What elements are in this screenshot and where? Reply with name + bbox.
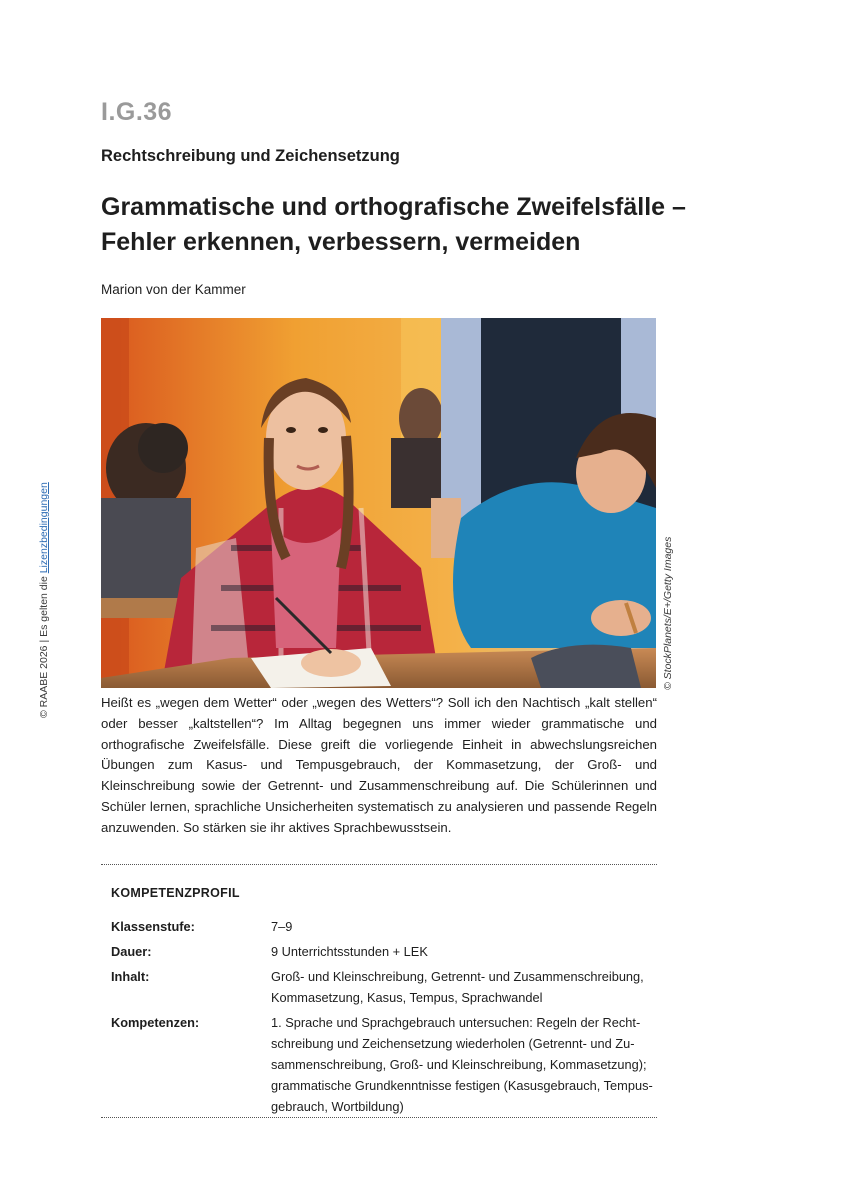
divider-bottom (101, 1117, 657, 1118)
divider-top (101, 864, 657, 865)
profile-row-grade (111, 916, 657, 937)
unit-code: I.G.36 (101, 98, 173, 126)
profile-label: Klassenstufe: (111, 919, 195, 934)
profile-value: Groß- und Kleinschreibung, Getrennt- und Zusammenschreibung, Kommasetzung, Kasus, Tempus, Sprachwandel (271, 969, 644, 1005)
profile-value: 9 Unterrichtsstunden + LEK (271, 944, 428, 959)
competence-profile-table (111, 916, 657, 1121)
copyright-text: © RAABE 2026 | Es gelten die (38, 573, 50, 718)
license-link[interactable]: Lizenzbedingungen (38, 482, 50, 574)
category-heading: Rechtschreibung und Zeichensetzung (101, 147, 400, 165)
intro-paragraph: Heißt es „wegen dem Wetter“ oder „wegen des Wetters“? Soll ich den Nachtisch „kalt stellen“ oder besser „kaltstellen“? Im Alltag begegnen uns immer wieder grammatische und orthografische Zweifelsfälle. Diese greift die vorliegende Einheit in abwechslungsreichen Übungen zum Kasus- und Tempusgebrauch, der Kommasetzung, der Groß- und Kleinschreibung sowie der Getrennt- und Zusammenschreibung auf. Die Schülerinnen und Schüler lernen, sprachliche Unsicherheiten systematisch zu analysieren und passende Regeln anzuwenden. So stärken sie ihr aktives Sprachbewusstsein. (101, 695, 657, 835)
profile-label: Inhalt: (111, 969, 150, 984)
classroom-photo (101, 318, 656, 688)
profile-label: Kompetenzen: (111, 1015, 200, 1030)
profile-value: 1. Sprache und Sprachgebrauch untersuchen: Regeln der Recht- schreibung und Zeichensetzung wiederholen (Getrennt- und Zu- sammenschreibung, Groß- und Kleinschreibung, Kommasetzung); grammatische Grundkenntnisse festigen (Kasusgebrauch, Tempus- gebrauch, Wortbildung) (271, 1015, 653, 1114)
page-title: Grammatische und orthografische Zweifelsfälle – Fehler erkennen, verbessern, vermeiden (101, 193, 686, 256)
profile-row-duration (111, 941, 657, 962)
competence-profile-heading: KOMPETENZPROFIL (111, 886, 240, 900)
profile-row-content (111, 966, 657, 1008)
author-name: Marion von der Kammer (101, 282, 246, 297)
profile-label: Dauer: (111, 944, 152, 959)
profile-value: 7–9 (271, 919, 293, 934)
profile-row-competences (111, 1012, 657, 1117)
photo-credit: © StockPlanets/E+/Getty Images (662, 536, 674, 690)
copyright-note (38, 482, 50, 718)
